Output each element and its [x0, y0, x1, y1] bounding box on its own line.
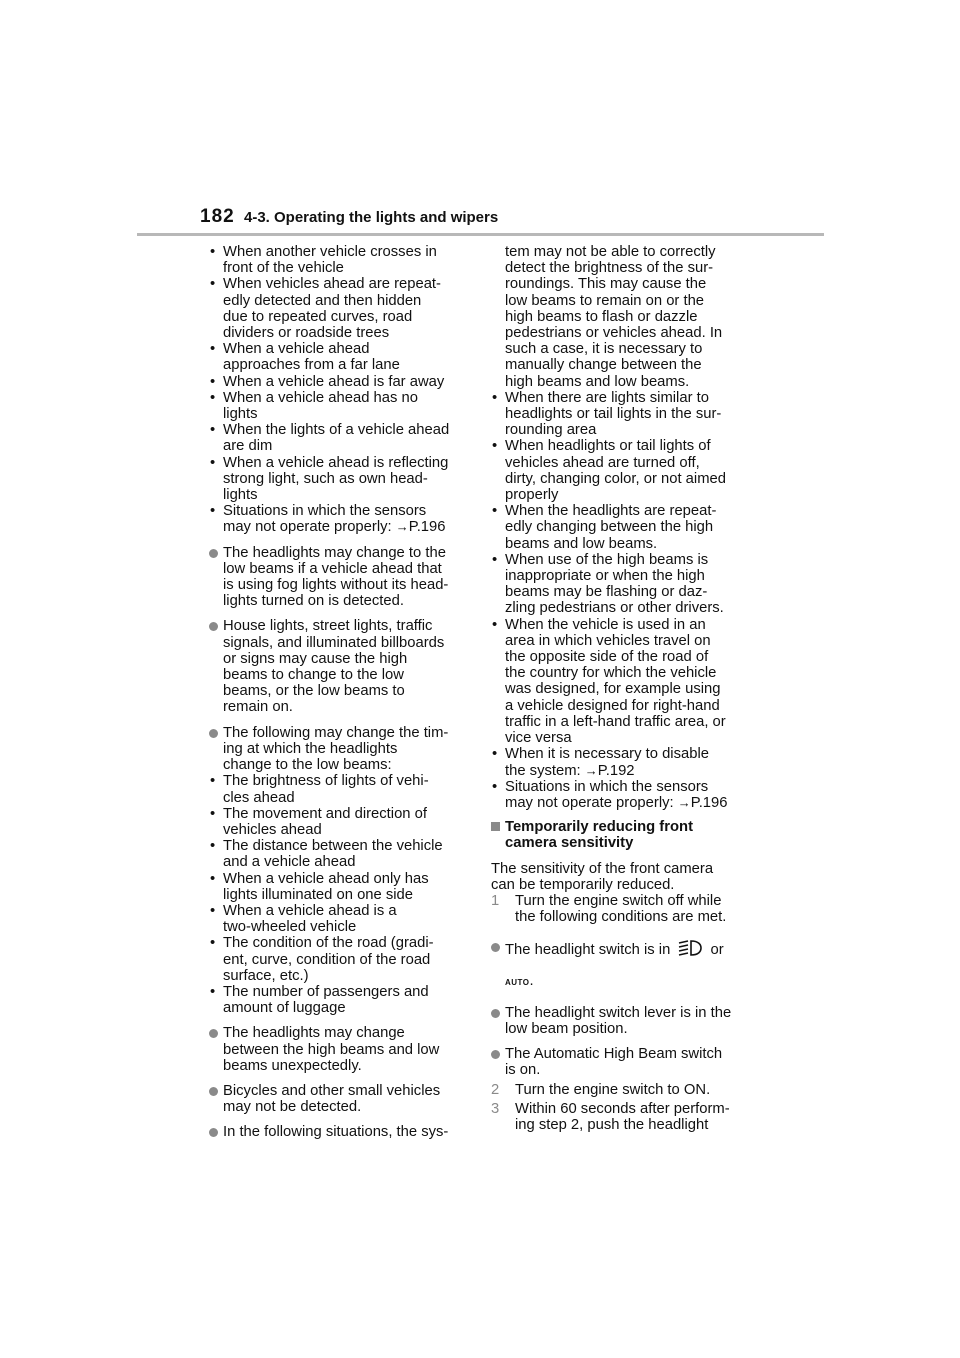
- text-line: camera sensitivity: [505, 835, 634, 852]
- text-line: beams, or the low beams to: [223, 683, 405, 700]
- text-line: change to the low beams:: [223, 757, 392, 774]
- text-line: area in which vehicles travel on: [505, 632, 711, 649]
- text-line: • When a vehicle ahead only has: [223, 870, 429, 887]
- text-line: • When vehicles ahead are repeat-: [223, 276, 441, 293]
- text-line: ing step 2, push the headlight: [515, 1116, 709, 1133]
- bullet-dot-icon: [491, 1050, 500, 1059]
- left-column: [209, 244, 481, 1141]
- step-3: 3 Within 60 seconds after perform- ing step 2, push the headlight: [491, 1101, 755, 1133]
- text-line: vice versa: [505, 730, 572, 747]
- list-item: [209, 422, 481, 454]
- text-line: House lights, street lights, traffic: [223, 618, 433, 635]
- text-line: remain on.: [223, 699, 293, 716]
- text-line: inappropriate or when the high: [505, 568, 705, 585]
- text-line: • When use of the high beams is: [505, 551, 709, 568]
- text-line: front of the vehicle: [223, 260, 344, 277]
- headlight-low-beam-icon: [677, 939, 703, 957]
- continued-paragraph: [491, 244, 755, 390]
- text-line: • The movement and direction of: [223, 805, 427, 822]
- text-line: lights: [223, 406, 258, 423]
- text-line: The headlights may change to the: [223, 544, 446, 561]
- text-line: strong light, such as own head-: [223, 470, 428, 487]
- text-line: and a vehicle ahead: [223, 854, 356, 871]
- bullet-dot-icon: [209, 1087, 218, 1096]
- text-line: can be temporarily reduced.: [491, 876, 675, 893]
- text-line: amount of luggage: [223, 1000, 346, 1017]
- text-line: dirty, changing color, or not aimed: [505, 470, 726, 487]
- right-column: [491, 244, 755, 1133]
- text-line: low beams to remain on or the: [505, 292, 705, 309]
- text-line: lights turned on is detected.: [223, 593, 404, 610]
- text-line: the opposite side of the road of: [505, 649, 709, 666]
- list-item: [209, 903, 481, 935]
- list-item: [209, 838, 481, 870]
- text-line: high beams to flash or dazzle: [505, 308, 698, 325]
- text-line: tem may not be able to correctly: [505, 244, 716, 260]
- text-line: manually change between the: [505, 357, 702, 374]
- text-line: was designed, for example using: [505, 681, 721, 698]
- text-line: • When a vehicle ahead is a: [223, 902, 397, 919]
- situations-list: [491, 390, 755, 746]
- text-line: approaches from a far lane: [223, 357, 400, 374]
- page-reference-link[interactable]: P.192: [597, 762, 635, 779]
- condition-lever-position: [491, 1005, 755, 1037]
- text-line: beams and low beams.: [505, 535, 658, 552]
- list-item: [209, 374, 481, 390]
- list-item: [209, 276, 481, 341]
- text-line: • When the vehicle is used in an: [505, 616, 706, 633]
- page-reference-link[interactable]: P.196: [408, 519, 446, 536]
- bullet-dot-icon: [209, 729, 218, 738]
- text-line: beams may be flashing or daz-: [505, 584, 708, 601]
- list-item: [491, 503, 755, 552]
- list-item: [209, 806, 481, 838]
- text-line: • When a vehicle ahead has no: [223, 389, 418, 406]
- text-line: edly changing between the high: [505, 519, 714, 536]
- list-item: [491, 438, 755, 503]
- text-line: • When the headlights are repeat-: [505, 503, 717, 520]
- sub-heading: [491, 819, 755, 851]
- list-item: [491, 552, 755, 617]
- text-line: • The brightness of lights of vehi-: [223, 773, 429, 790]
- text-line: detect the brightness of the sur-: [505, 260, 714, 277]
- page-number: 182: [200, 206, 235, 227]
- text-line: headlights or tail lights in the sur-: [505, 406, 722, 423]
- text-line: signals, and illuminated billboards: [223, 634, 445, 651]
- text-line: lights: [223, 487, 258, 504]
- text-line: • When a vehicle ahead is reflecting: [223, 454, 449, 471]
- timing-factors-list: [209, 773, 481, 1016]
- list-item: [209, 935, 481, 984]
- text-line: such a case, it is necessary to: [505, 341, 703, 358]
- page-reference-link[interactable]: P.196: [690, 794, 728, 811]
- text-line: vehicles ahead are turned off,: [505, 454, 700, 471]
- text-line: • When the lights of a vehicle ahead: [223, 422, 450, 439]
- list-item: [491, 617, 755, 747]
- text-line: ing at which the headlights: [223, 740, 398, 757]
- condition-ahb-switch: [491, 1046, 755, 1078]
- condition-headlight-switch: The headlight switch is in or AUTO.: [491, 939, 755, 990]
- text-line: • When a vehicle ahead: [223, 341, 370, 358]
- text-line: • The number of passengers and: [223, 983, 429, 1000]
- text-line: is on.: [505, 1062, 541, 1079]
- text-line: the following conditions are met.: [515, 909, 727, 926]
- text-line: surface, etc.): [223, 967, 309, 984]
- text-line: lights illuminated on one side: [223, 886, 414, 903]
- text-line: beams to change to the low: [223, 667, 404, 684]
- text-line: the country for which the vehicle: [505, 665, 717, 682]
- text-line: The sensitivity of the front camera: [491, 860, 714, 877]
- text-line: • When there are lights similar to: [505, 389, 709, 406]
- auto-icon: AUTO: [505, 977, 530, 987]
- section-title: 4-3. Operating the lights and wipers: [244, 209, 499, 226]
- text-line: beams unexpectedly.: [223, 1057, 362, 1074]
- text-line: are dim: [223, 438, 273, 455]
- note-bullet-timing: [209, 725, 481, 774]
- list-item: • Situations in which the sensors may not operate properly: →P.196: [209, 503, 481, 535]
- text-line: low beam position.: [505, 1020, 628, 1037]
- text-line: is using fog lights without its head-: [223, 577, 449, 594]
- bullet-dot-icon: [491, 1009, 500, 1018]
- bullet-dot-icon: [209, 1128, 218, 1137]
- text-line: edly detected and then hidden: [223, 292, 422, 309]
- text-line: a vehicle designed for right-hand: [505, 697, 720, 714]
- list-item: [209, 871, 481, 903]
- note-bullet-unexpected: [209, 1025, 481, 1074]
- arrow-right-icon: →: [395, 519, 409, 535]
- left-top-list: [209, 244, 481, 503]
- text-line: Turn the engine switch off while: [515, 892, 722, 909]
- text-line: • The condition of the road (gradi-: [223, 935, 434, 952]
- arrow-right-icon: →: [677, 794, 691, 810]
- text-line: Bicycles and other small vehicles: [223, 1082, 441, 1099]
- text-line: The following may change the tim-: [223, 724, 449, 741]
- heading-square-icon: [491, 822, 500, 831]
- text-line: cles ahead: [223, 789, 295, 806]
- text-line: between the high beams and low: [223, 1041, 440, 1058]
- text-line: vehicles ahead: [223, 821, 322, 838]
- note-bullet-situations: [209, 1124, 481, 1140]
- text-line: • The distance between the vehicle: [223, 838, 443, 855]
- text-line: rounding area: [505, 422, 597, 439]
- text-line: • When a vehicle ahead is far away: [223, 373, 445, 390]
- list-item: [209, 341, 481, 373]
- header-rule: [137, 233, 824, 236]
- note-bullet-bicycles: [209, 1083, 481, 1115]
- list-item: [209, 773, 481, 805]
- text-line: roundings. This may cause the: [505, 276, 707, 293]
- text-line: low beams if a vehicle ahead that: [223, 560, 442, 577]
- text-line: Within 60 seconds after perform-: [515, 1100, 730, 1117]
- bullet-dot-icon: [209, 1029, 218, 1038]
- bullet-dot-icon: [209, 622, 218, 631]
- bullet-dot-icon: [209, 549, 218, 558]
- list-item: • Situations in which the sensors may not operate properly: →P.196: [491, 779, 755, 811]
- list-item: [209, 984, 481, 1016]
- text-line: dividers or roadside trees: [223, 325, 390, 342]
- text-line: ent, curve, condition of the road: [223, 951, 431, 968]
- step-2: 2 Turn the engine switch to ON.: [491, 1081, 711, 1098]
- list-item: • When it is necessary to disable the system: →P.192: [491, 746, 755, 778]
- text-line: traffic in a left-hand traffic area, or: [505, 713, 726, 730]
- text-line: two-wheeled vehicle: [223, 919, 357, 936]
- text-line: zling pedestrians or other drivers.: [505, 600, 724, 617]
- text-line: properly: [505, 487, 559, 504]
- text-line: may not be detected.: [223, 1099, 362, 1116]
- text-line: The headlight switch lever is in the: [505, 1004, 732, 1021]
- text-line: pedestrians or vehicles ahead. In: [505, 325, 723, 342]
- bullet-dot-icon: [491, 943, 500, 952]
- list-item: [209, 244, 481, 276]
- text-line: • When another vehicle crosses in: [223, 244, 437, 260]
- text-line: or signs may cause the high: [223, 650, 408, 667]
- text-line: • When headlights or tail lights of: [505, 438, 711, 455]
- list-item: [209, 390, 481, 422]
- note-bullet-fog-lights: [209, 545, 481, 610]
- text-line: In the following situations, the sys-: [223, 1124, 449, 1141]
- list-item: [491, 390, 755, 439]
- intro-paragraph: [491, 861, 755, 893]
- text-line: The headlights may change: [223, 1025, 405, 1042]
- step-1: 1 Turn the engine switch off while the following conditions are met.: [491, 893, 755, 925]
- note-bullet-house-lights: [209, 618, 481, 715]
- arrow-right-icon: →: [584, 762, 598, 778]
- text-line: Temporarily reducing front: [505, 819, 693, 836]
- list-item: [209, 455, 481, 504]
- text-line: due to repeated curves, road: [223, 308, 413, 325]
- text-line: The Automatic High Beam switch: [505, 1046, 723, 1063]
- text-line: high beams and low beams.: [505, 373, 690, 390]
